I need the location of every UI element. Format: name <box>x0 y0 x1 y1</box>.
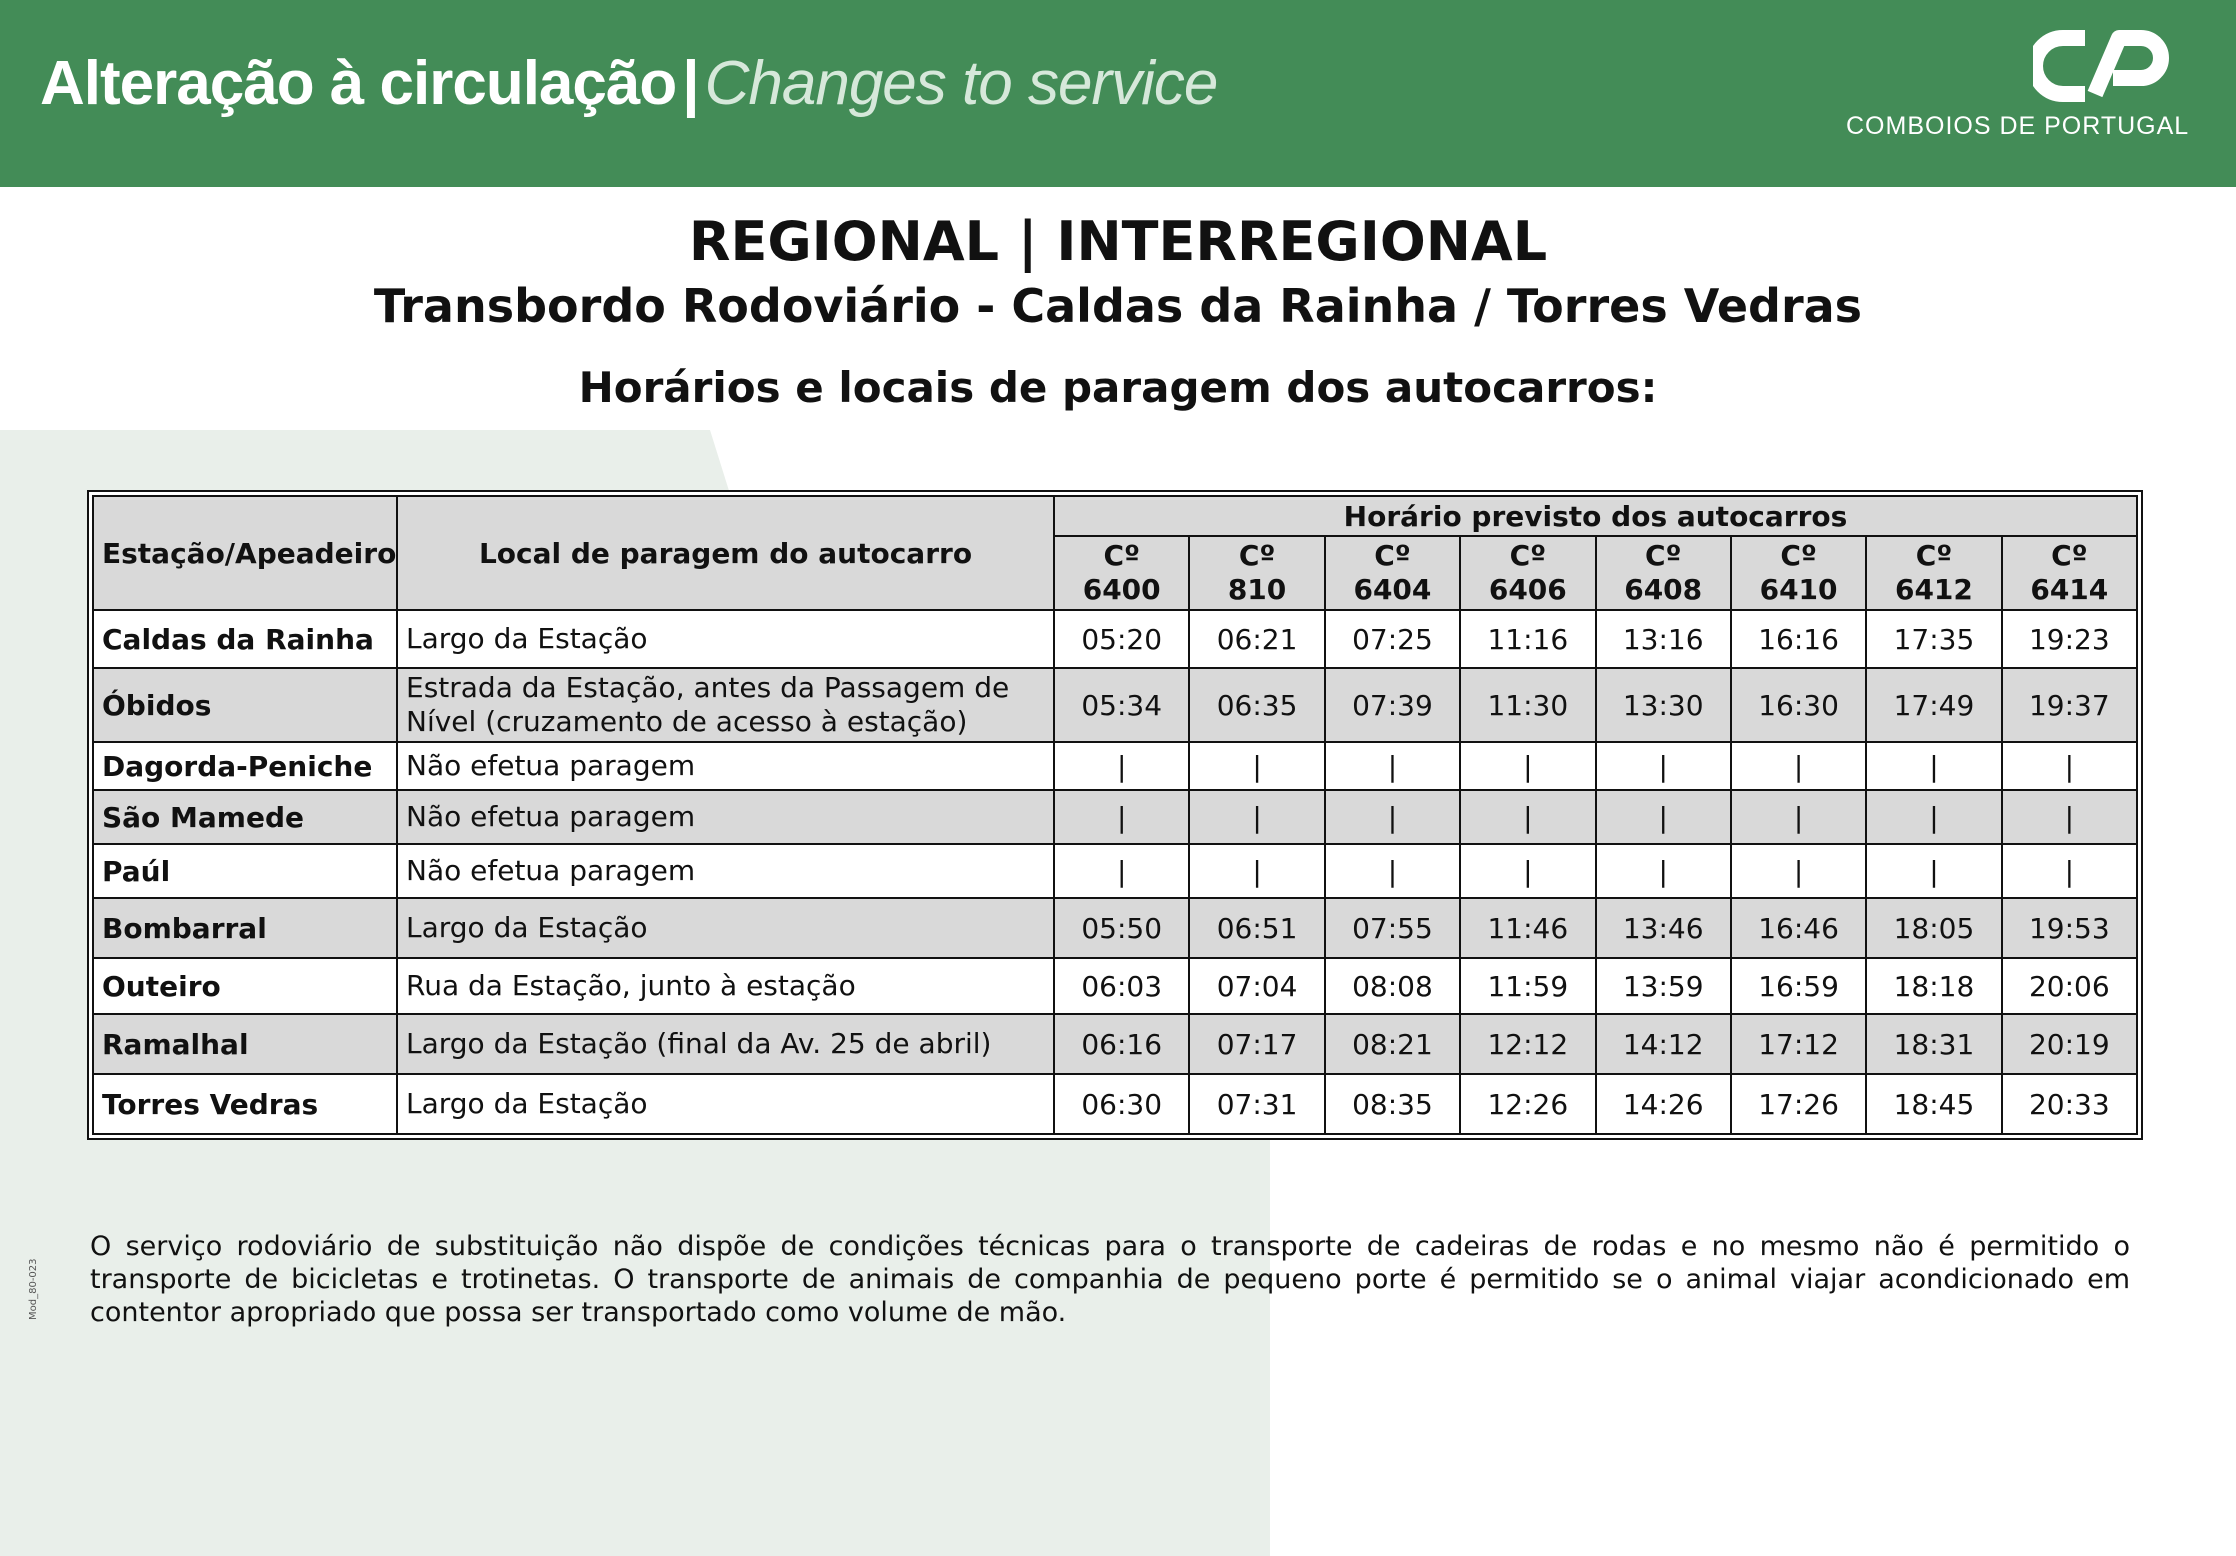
departure-time: 06:16 <box>1054 1014 1189 1074</box>
train-header <box>1189 536 1324 610</box>
schedule-table <box>92 495 2138 1135</box>
train-number: 6406 <box>1488 573 1567 606</box>
stop-location: Não efetua paragem <box>397 742 1054 790</box>
departure-time: 08:35 <box>1325 1074 1460 1134</box>
station-name: Caldas da Rainha <box>93 610 397 668</box>
station-name: Bombarral <box>93 898 397 958</box>
departure-time: 13:30 <box>1596 668 1731 742</box>
table-row <box>93 668 2137 742</box>
departure-time: | <box>1866 790 2001 844</box>
cp-logo <box>1838 24 2190 144</box>
cp-logo-icon <box>2033 30 2173 102</box>
stop-location: Largo da Estação <box>397 610 1054 668</box>
titles-block <box>0 208 2236 416</box>
train-prefix: Cº <box>1509 539 1546 572</box>
train-prefix: Cº <box>1915 539 1953 572</box>
train-prefix: Cº <box>1103 539 1140 572</box>
departure-time: 07:25 <box>1325 610 1460 668</box>
train-prefix: Cº <box>1238 539 1276 572</box>
station-name: São Mamede <box>93 790 397 844</box>
stop-location: Rua da Estação, junto à estação <box>397 958 1054 1014</box>
table-row <box>93 898 2137 958</box>
train-number: 6412 <box>1894 573 1973 606</box>
station-name: Outeiro <box>93 958 397 1014</box>
departure-time: 05:50 <box>1054 898 1189 958</box>
table-row <box>93 1014 2137 1074</box>
train-number: 810 <box>1227 573 1287 606</box>
departure-time: 12:26 <box>1460 1074 1595 1134</box>
train-header <box>1054 536 1189 610</box>
departure-time: 16:30 <box>1731 668 1866 742</box>
train-prefix: Cº <box>1374 539 1411 572</box>
departure-time: | <box>1460 790 1595 844</box>
header-title <box>40 48 1217 120</box>
departure-time: 17:26 <box>1731 1074 1866 1134</box>
departure-time: 16:46 <box>1731 898 1866 958</box>
header-station: Estação/Apeadeiro <box>93 496 397 610</box>
stop-location: Não efetua paragem <box>397 790 1054 844</box>
departure-time: 19:37 <box>2002 668 2137 742</box>
departure-time: | <box>1731 790 1866 844</box>
departure-time: | <box>1596 742 1731 790</box>
departure-time: | <box>1731 844 1866 898</box>
departure-time: 20:06 <box>2002 958 2137 1014</box>
train-number: 6410 <box>1759 573 1838 606</box>
train-number: 6408 <box>1624 573 1703 606</box>
departure-time: 13:16 <box>1596 610 1731 668</box>
departure-time: 06:35 <box>1189 668 1324 742</box>
departure-time: 11:16 <box>1460 610 1595 668</box>
departure-time: 05:20 <box>1054 610 1189 668</box>
departure-time: | <box>1325 790 1460 844</box>
train-number: 6400 <box>1082 573 1161 606</box>
departure-time: 12:12 <box>1460 1014 1595 1074</box>
logo-text: COMBOIOS DE PORTUGAL <box>1846 112 2190 140</box>
departure-time: 13:46 <box>1596 898 1731 958</box>
departure-time: | <box>1596 844 1731 898</box>
departure-time: 20:33 <box>2002 1074 2137 1134</box>
departure-time: | <box>1189 844 1324 898</box>
departure-time: | <box>1866 742 2001 790</box>
departure-time: | <box>1054 790 1189 844</box>
departure-time: 07:39 <box>1325 668 1460 742</box>
train-header <box>1596 536 1731 610</box>
departure-time: | <box>1325 844 1460 898</box>
departure-time: | <box>1731 742 1866 790</box>
departure-time: 11:46 <box>1460 898 1595 958</box>
table-row <box>93 1074 2137 1134</box>
footnote: O serviço rodoviário de substituição não dispõe de condições técnicas para o transporte de cadeiras de rodas e no mesmo não é permitido o transporte de bicicletas e trotinetas. O transporte de animais de companhia de pequeno porte é permitido se o animal viajar acondicionado em contentor apropriado que possa ser transportado como volume de mão. <box>90 1231 2130 1328</box>
header-schedule: Horário previsto dos autocarros <box>1054 496 2137 536</box>
header-title-pt: Alteração à circulação <box>40 49 677 118</box>
departure-time: | <box>1460 844 1595 898</box>
departure-time: 18:18 <box>1866 958 2001 1014</box>
title-schedules: Horários e locais de paragem dos autocarros: <box>578 363 1658 412</box>
departure-time: 07:17 <box>1189 1014 1324 1074</box>
title-route: Transbordo Rodoviário - Caldas da Rainha / Torres Vedras <box>373 279 1863 333</box>
departure-time: 16:59 <box>1731 958 1866 1014</box>
train-prefix: Cº <box>1645 539 1682 572</box>
departure-time: | <box>2002 790 2137 844</box>
station-name: Óbidos <box>93 668 397 742</box>
header-title-en: Changes to service <box>704 49 1218 118</box>
departure-time: 19:53 <box>2002 898 2137 958</box>
train-prefix: Cº <box>1780 539 1817 572</box>
departure-time: 13:59 <box>1596 958 1731 1014</box>
departure-time: 07:04 <box>1189 958 1324 1014</box>
departure-time: 18:05 <box>1866 898 2001 958</box>
departure-time: | <box>2002 844 2137 898</box>
departure-time: 17:35 <box>1866 610 2001 668</box>
departure-time: 05:34 <box>1054 668 1189 742</box>
stop-location: Largo da Estação (final da Av. 25 de abril) <box>397 1014 1054 1074</box>
header-title-separator: | <box>682 49 699 118</box>
station-name: Dagorda-Peniche <box>93 742 397 790</box>
train-header <box>1731 536 1866 610</box>
departure-time: | <box>1054 844 1189 898</box>
station-name: Paúl <box>93 844 397 898</box>
departure-time: 07:31 <box>1189 1074 1324 1134</box>
departure-time: 06:21 <box>1189 610 1324 668</box>
departure-time: 18:31 <box>1866 1014 2001 1074</box>
departure-time: | <box>1189 790 1324 844</box>
departure-time: 11:30 <box>1460 668 1595 742</box>
departure-time: 06:51 <box>1189 898 1324 958</box>
departure-time: | <box>2002 742 2137 790</box>
departure-time: | <box>1460 742 1595 790</box>
form-code: Mod_80-023 <box>28 1258 39 1320</box>
train-header <box>2002 536 2137 610</box>
table-row <box>93 844 2137 898</box>
departure-time: 14:26 <box>1596 1074 1731 1134</box>
header-stop: Local de paragem do autocarro <box>397 496 1054 610</box>
departure-time: 06:03 <box>1054 958 1189 1014</box>
departure-time: 19:23 <box>2002 610 2137 668</box>
schedule-table-frame <box>87 490 2143 1140</box>
header-banner <box>0 0 2236 187</box>
departure-time: | <box>1596 790 1731 844</box>
stop-location: Largo da Estação <box>397 1074 1054 1134</box>
table-row <box>93 958 2137 1014</box>
departure-time: 17:12 <box>1731 1014 1866 1074</box>
table-row <box>93 742 2137 790</box>
title-service-type: REGIONAL | INTERREGIONAL <box>688 210 1548 273</box>
departure-time: 11:59 <box>1460 958 1595 1014</box>
stop-location: Largo da Estação <box>397 898 1054 958</box>
train-header <box>1325 536 1460 610</box>
departure-time: 06:30 <box>1054 1074 1189 1134</box>
departure-time: | <box>1866 844 2001 898</box>
station-name: Torres Vedras <box>93 1074 397 1134</box>
departure-time: 17:49 <box>1866 668 2001 742</box>
departure-time: 18:45 <box>1866 1074 2001 1134</box>
train-number: 6404 <box>1353 573 1432 606</box>
train-number: 6414 <box>2030 573 2109 606</box>
stop-location: Não efetua paragem <box>397 844 1054 898</box>
departure-time: 16:16 <box>1731 610 1866 668</box>
departure-time: | <box>1325 742 1460 790</box>
departure-time: 20:19 <box>2002 1014 2137 1074</box>
departure-time: 08:08 <box>1325 958 1460 1014</box>
departure-time: 14:12 <box>1596 1014 1731 1074</box>
stop-location: Estrada da Estação, antes da Passagem de Nível (cruzamento de acesso à estação) <box>397 668 1054 742</box>
train-header <box>1866 536 2001 610</box>
train-prefix: Cº <box>2051 539 2088 572</box>
table-row <box>93 610 2137 668</box>
departure-time: | <box>1054 742 1189 790</box>
departure-time: 08:21 <box>1325 1014 1460 1074</box>
station-name: Ramalhal <box>93 1014 397 1074</box>
departure-time: | <box>1189 742 1324 790</box>
table-row <box>93 790 2137 844</box>
departure-time: 07:55 <box>1325 898 1460 958</box>
train-header <box>1460 536 1595 610</box>
